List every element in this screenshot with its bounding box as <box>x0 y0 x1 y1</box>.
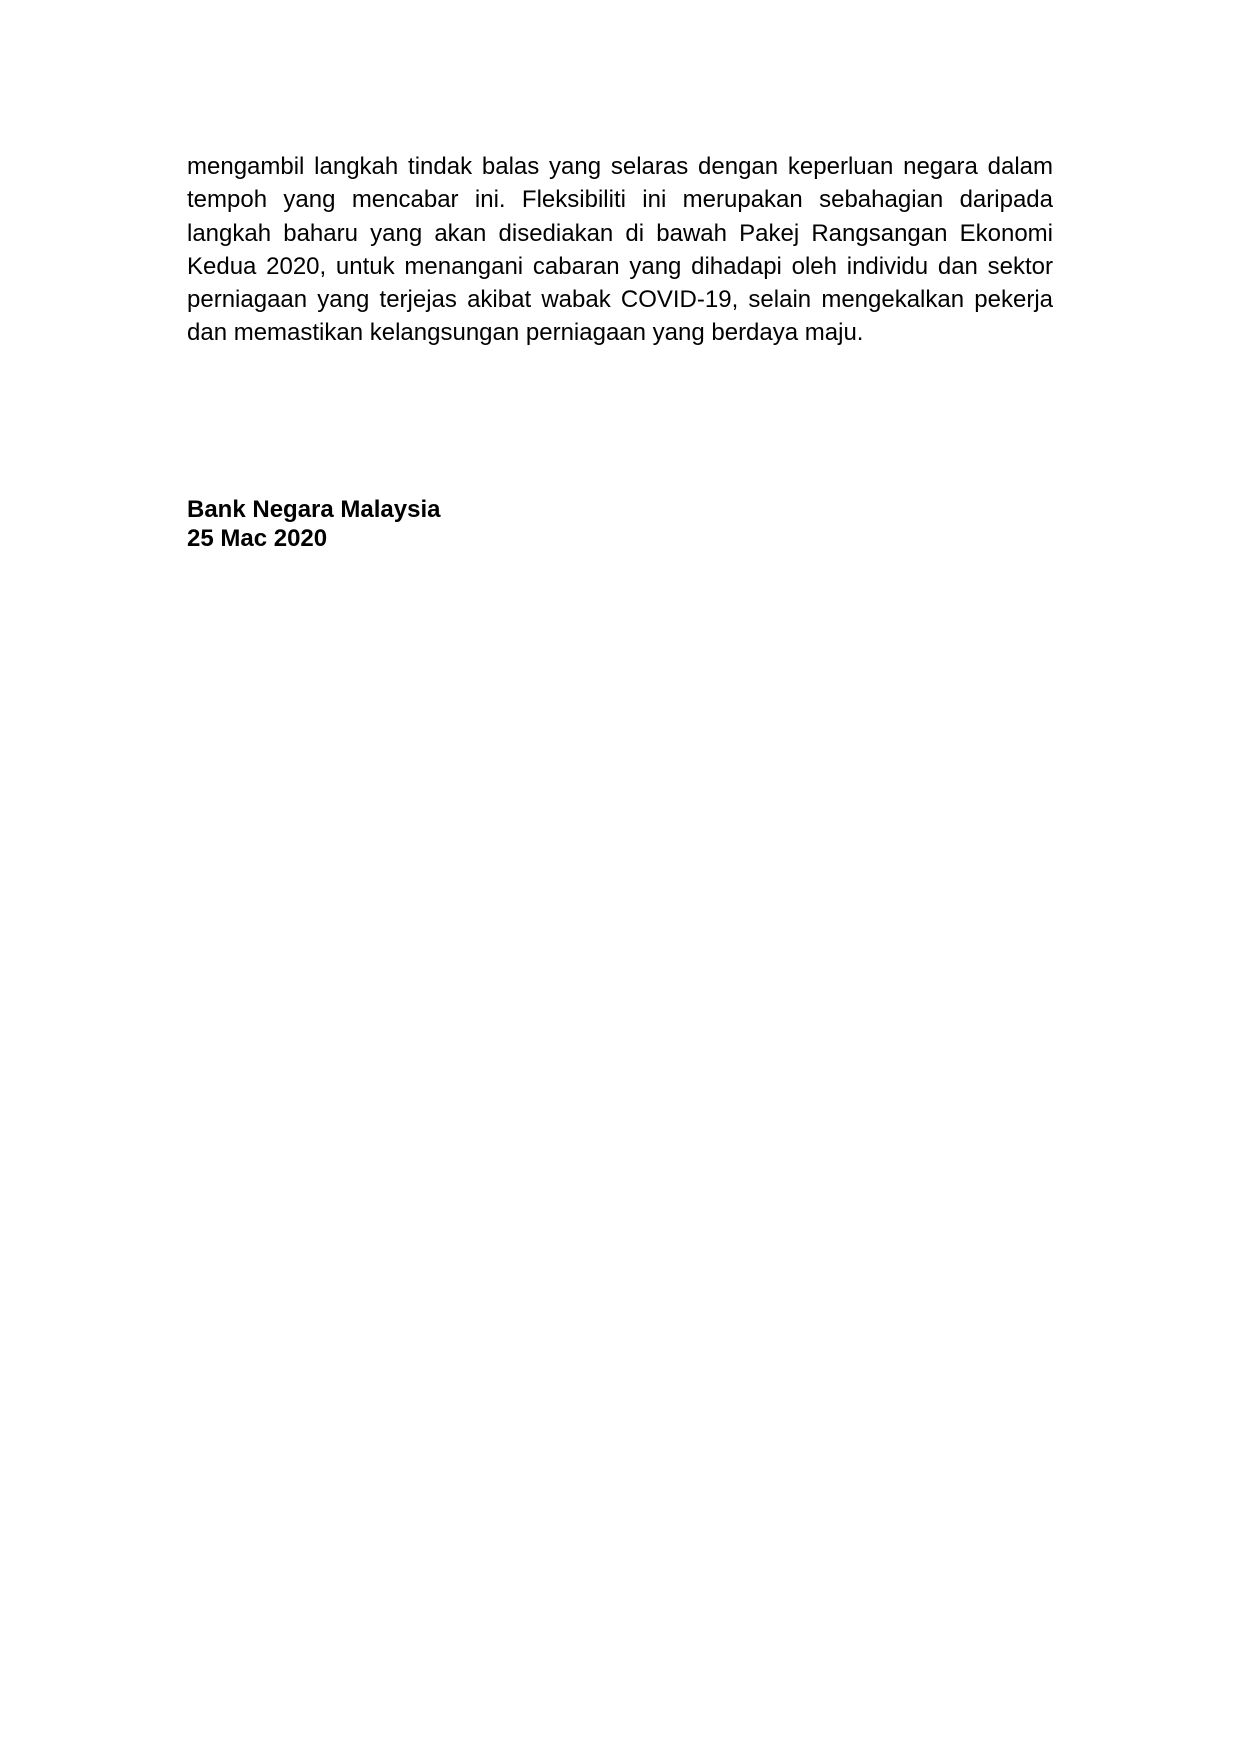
body-paragraph: mengambil langkah tindak balas yang selaras dengan keperluan negara dalam tempoh yang mencabar ini. Fleksibiliti ini merupakan sebahagian daripada langkah baharu yang akan disediakan di bawah Pakej Rangsangan Ekonomi Kedua 2020, untuk menangani cabaran yang dihadapi oleh individu dan sektor perniagaan yang terjejas akibat wabak COVID-19, selain mengekalkan pekerja dan memastikan kelangsungan perniagaan yang berdaya maju. <box>187 153 1053 347</box>
signature-organization: Bank Negara Malaysia <box>187 496 441 523</box>
signature-date: 25 Mac 2020 <box>187 525 328 552</box>
document-body <box>187 150 1053 350</box>
signature-block <box>187 495 787 553</box>
